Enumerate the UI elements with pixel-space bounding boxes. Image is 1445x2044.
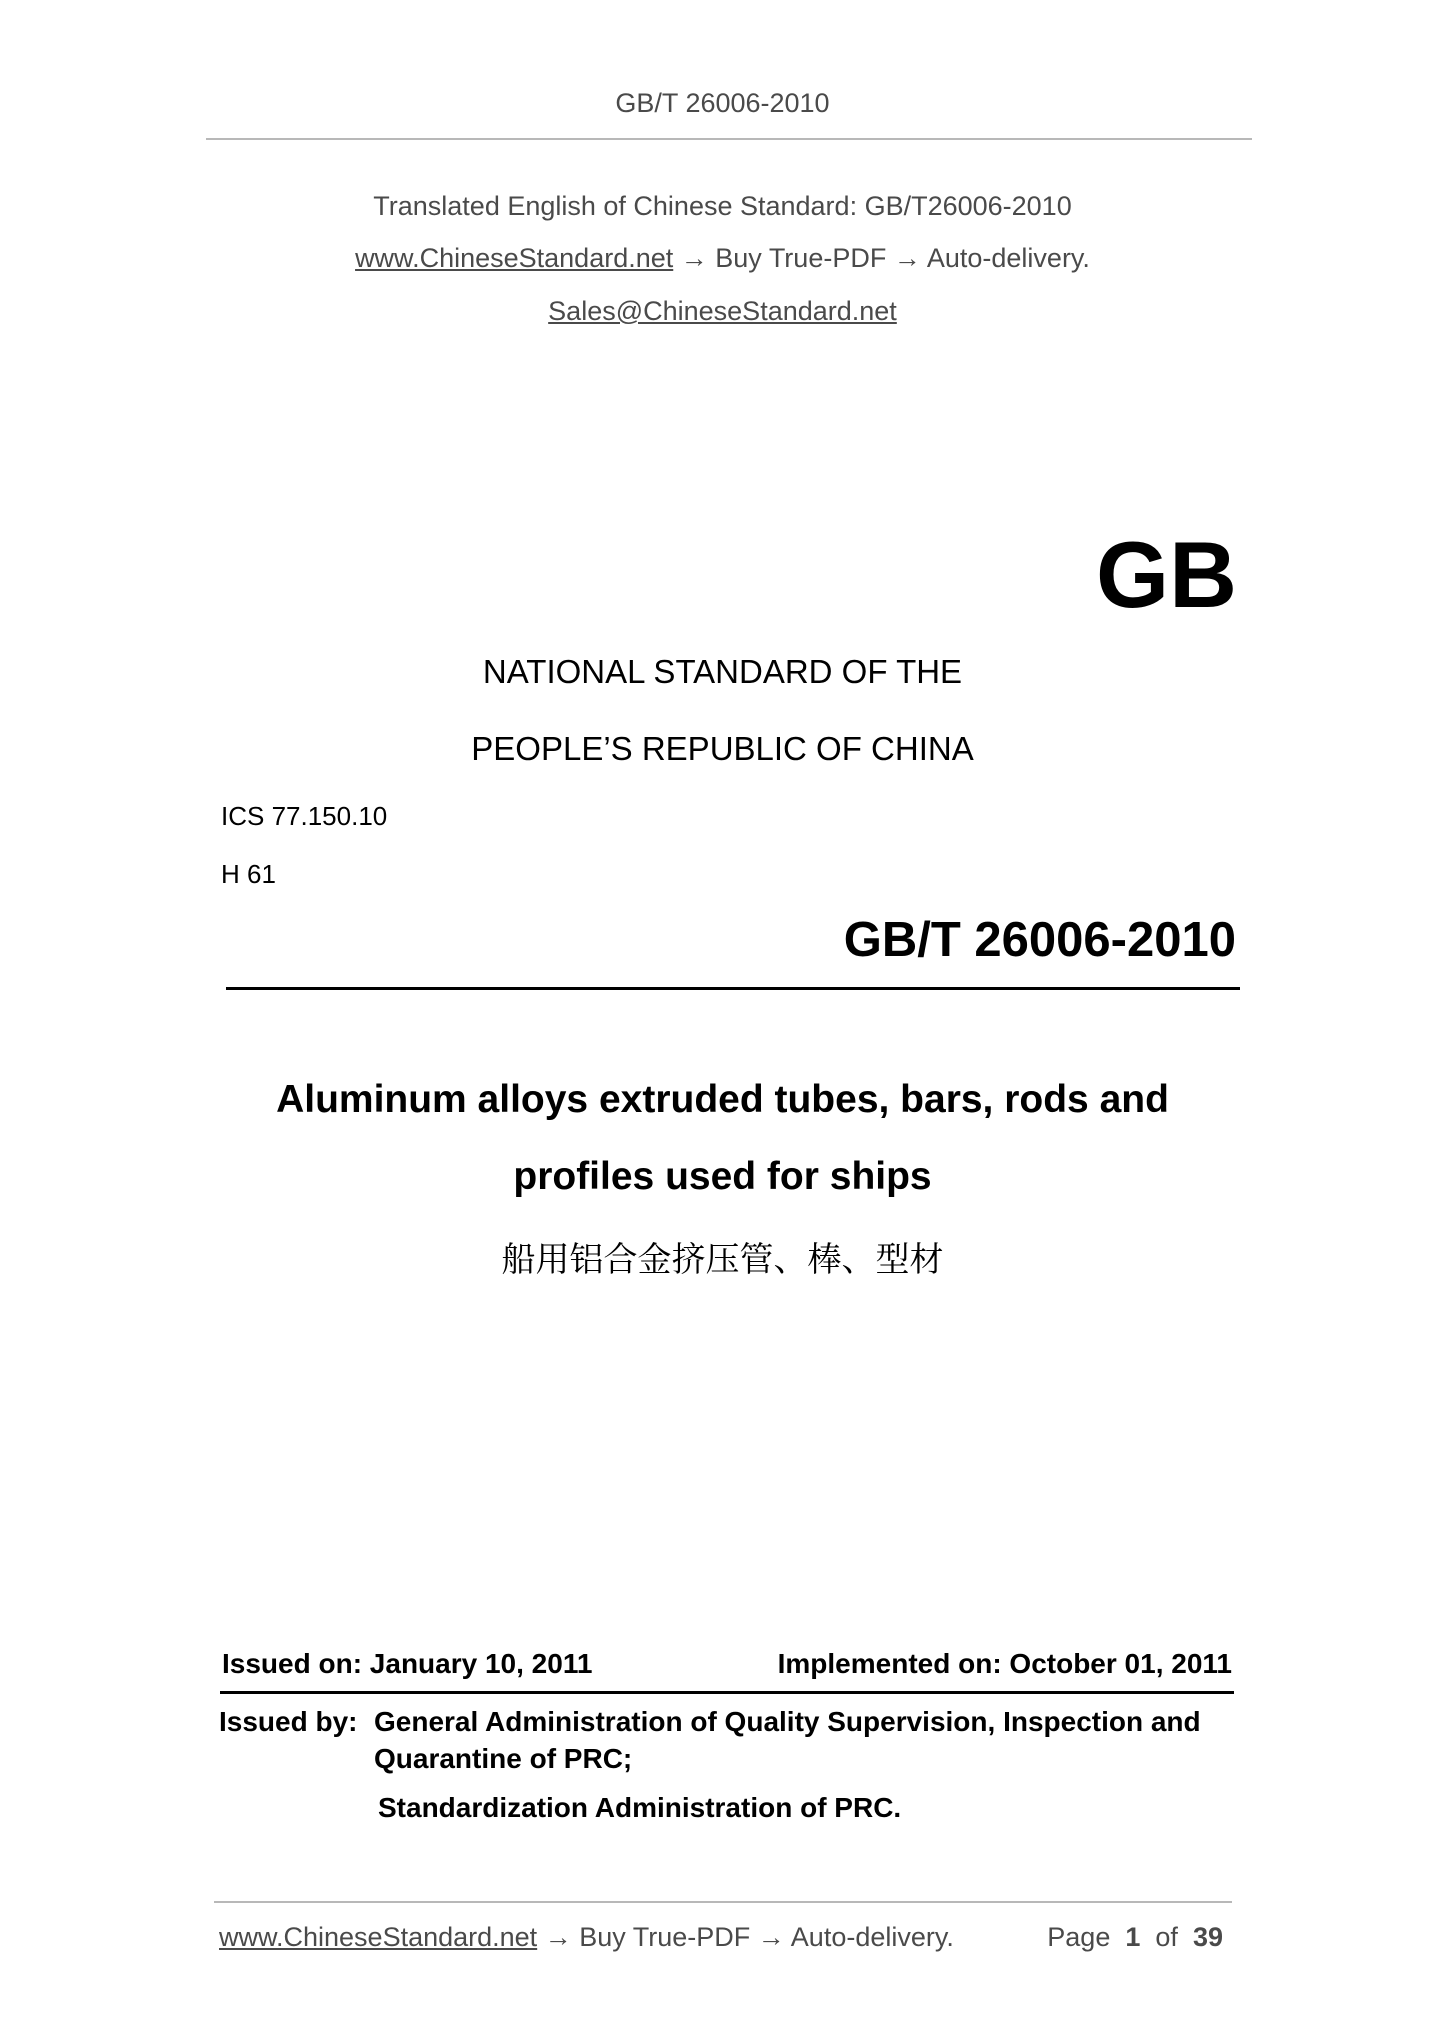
footer-promo <box>219 1922 954 1953</box>
gb-mark: GB <box>1096 522 1237 627</box>
running-header: GB/T 26006-2010 <box>615 88 830 118</box>
buy-pdf-text: Buy True-PDF <box>715 243 887 273</box>
issued-by-line2: Quarantine of PRC; <box>374 1743 633 1774</box>
standard-code: GB/T 26006-2010 <box>843 913 1236 967</box>
code-divider <box>226 987 1240 990</box>
title-cn: 船用铝合金挤压管、棒、型材 <box>501 1240 944 1280</box>
auto-delivery-text: Auto-delivery. <box>926 243 1090 273</box>
arrow-right-icon: → <box>544 1922 572 1952</box>
footer-buy-text: Buy True-PDF <box>579 1922 751 1952</box>
implemented-on: Implemented on: October 01, 2011 <box>777 1648 1232 1679</box>
arrow-right-icon: → <box>757 1922 785 1952</box>
arrow-right-icon: → <box>680 243 708 273</box>
issued-by-line3: Standardization Administration of PRC. <box>378 1792 902 1823</box>
issued-on: Issued on: January 10, 2011 <box>222 1648 593 1679</box>
title-en-line1: Aluminum alloys extruded tubes, bars, rods and <box>276 1078 1169 1121</box>
issued-by-label: Issued by: <box>219 1706 358 1737</box>
national-standard-line1: NATIONAL STANDARD OF THE <box>482 653 963 690</box>
site-link[interactable]: www.ChineseStandard.net <box>355 243 674 273</box>
header-divider <box>206 138 1252 140</box>
national-standard-line2: PEOPLE’S REPUBLIC OF CHINA <box>471 730 974 767</box>
sales-email-link[interactable]: Sales@ChineseStandard.net <box>548 296 897 326</box>
ics-code: ICS 77.150.10 <box>221 801 388 831</box>
of-label: of <box>1155 1922 1178 1952</box>
category-code: H 61 <box>221 859 276 889</box>
page-total: 39 <box>1192 1922 1223 1952</box>
issue-divider <box>220 1691 1234 1694</box>
title-en-line2: profiles used for ships <box>513 1155 932 1198</box>
email-line <box>0 296 1445 327</box>
page-label: Page <box>1047 1922 1111 1952</box>
issued-by-line1: General Administration of Quality Supervision, Inspection and <box>374 1706 1201 1737</box>
footer-delivery-text: Auto-delivery. <box>790 1922 954 1952</box>
footer-divider <box>214 1901 1232 1903</box>
promo-line <box>0 243 1445 274</box>
translation-notice: Translated English of Chinese Standard: GB/T26006-2010 <box>373 191 1072 221</box>
page-indicator <box>1047 1922 1223 1953</box>
page-number: 1 <box>1125 1922 1141 1952</box>
arrow-right-icon: → <box>893 243 921 273</box>
footer-site-link[interactable]: www.ChineseStandard.net <box>219 1922 538 1952</box>
